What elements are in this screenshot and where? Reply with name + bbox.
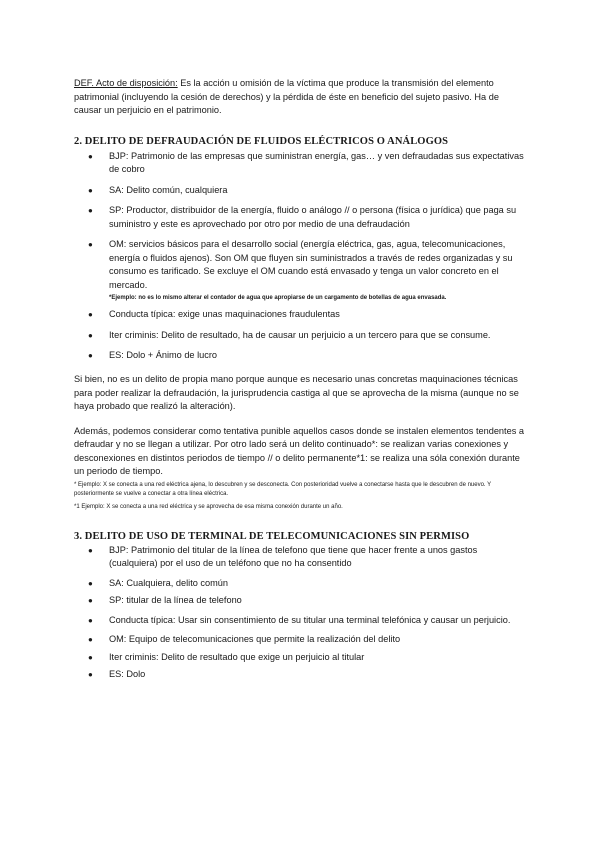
list-item: ● SA: Delito común, cualquiera (74, 184, 526, 198)
document-page (74, 77, 526, 682)
list-item: ● BJP: Patrimonio de las empresas que suministran energía, gas… y ven defraudadas sus expectativas de cobro (88, 150, 524, 174)
bullet-icon: ● (88, 635, 93, 644)
bullet-icon: ● (88, 185, 93, 195)
list-item: ● SA: Cualquiera, delito común (74, 577, 526, 591)
definition-paragraph (74, 77, 526, 118)
section-3-list (74, 544, 526, 682)
bullet-icon: ● (88, 670, 93, 679)
bullet-icon: ● (88, 596, 93, 605)
paragraph-tentativa: Además, podemos considerar como tentativa punible aquellos casos donde se instalen elementos tendentes a defraudar y no se llegan a utilizar. Por otro lado será un delito continuado*: se realizan varias conexiones y desconexiones en distintos periodos de tiempo // o delito permanente*1: se realiza una sóla conexión durante un periodo de tiempo. (74, 425, 524, 476)
list-item: ● Iter criminis: Delito de resultado, ha de causar un perjuicio a un tercero para que se consume. (74, 327, 526, 344)
footnote-delito-continuado: * Ejemplo: X se conecta a una red eléctrica ajena, lo descubren y se desconecta. Con posterioridad vuelve a conectarse hasta que le descubren de nuevo. Y posteriormente se vuelve a conectar a otra línea eléctrica. (74, 481, 492, 497)
list-item: ● SP: titular de la línea de telefono (74, 594, 526, 608)
section-2-list (74, 150, 526, 363)
bullet-icon: ● (88, 350, 93, 360)
section-2-heading: 2. DELITO DE DEFRAUDACIÓN DE FLUIDOS ELÉCTRICOS O ANÁLOGOS (74, 135, 449, 147)
list-item: ● Conducta típica: Usar sin consentimiento de su titular una terminal telefónica y causar un perjuicio. (74, 614, 526, 628)
bullet-icon: ● (88, 330, 93, 340)
definition-term: DEF. Acto de disposición: (74, 78, 178, 88)
list-item: ● ES: Dolo (74, 668, 526, 682)
definition-text: Es la acción u omisión de la víctima que produce la transmisión del elemento patrimonial (incluyendo la cesión de derechos) y la pérdida de éste en beneficio del sujeto pasivo. Ha de causar un perjuicio en el patrimonio. (74, 78, 499, 115)
list-item: ● Iter criminis: Delito de resultado que exige un perjuicio al titular (74, 651, 526, 665)
bullet-icon: ● (88, 151, 93, 161)
bullet-icon: ● (88, 578, 93, 588)
list-item: ● ES: Dolo + Ánimo de lucro (74, 349, 526, 363)
list-item: ● SP: Productor, distribuidor de la energía, fluido o análogo // o persona (física o jurídica) que paga su suministro y este es aprovechado por otro por medio de una defraudación (88, 205, 517, 229)
bullet-icon: ● (88, 310, 93, 319)
list-item: ● Conducta típica: exige unas maquinaciones fraudulentas (74, 308, 526, 322)
bullet-icon: ● (88, 652, 93, 662)
footnote-delito-permanente: *1 Ejemplo: X se conecta a una red eléctrica y se aprovecha de esa misma conexión durante un año. (74, 503, 343, 510)
bullet-icon: ● (88, 545, 93, 555)
bullet-icon: ● (88, 615, 93, 625)
bullet-icon: ● (88, 206, 93, 215)
list-item: ● BJP: Patrimonio del titular de la línea de telefono que tiene que hacer frente a unos gastos (cualquiera) por el uso de un teléfono que no ha consentido (88, 544, 478, 568)
list-item: ● OM: Equipo de telecomunicaciones que permite la realización del delito (74, 633, 526, 647)
section-3-heading: 3. DELITO DE USO DE TERMINAL DE TELECOMUNICACIONES SIN PERMISO (74, 530, 470, 542)
list-item: ● OM: servicios básicos para el desarrollo social (energía eléctrica, gas, agua, telecomunicaciones, energía o fluidos ajenos). Son OM que fluyen sin suministrados a través de redes organizadas y su consumo es tarificado. Se excluye el OM cuando está envasado y tenga un valor concreto en el mercado. *Ejemplo: no es lo mismo alterar el contador de agua que apropiarse de un cargamento de botellas de agua envasada. (74, 238, 526, 303)
om-example-note: *Ejemplo: no es lo mismo alterar el contador de agua que apropiarse de un cargamento de botellas de agua envasada. (109, 295, 447, 301)
paragraph-propia-mano: Si bien, no es un delito de propia mano porque aunque es necesario unas concretas maquinaciones técnicas para poder realizar la defraudación, la jurisprudencia castiga al que se aprovecha de la misma (aunque no se haya probado que realizó la alteración). (74, 374, 519, 411)
bullet-icon: ● (88, 240, 93, 249)
